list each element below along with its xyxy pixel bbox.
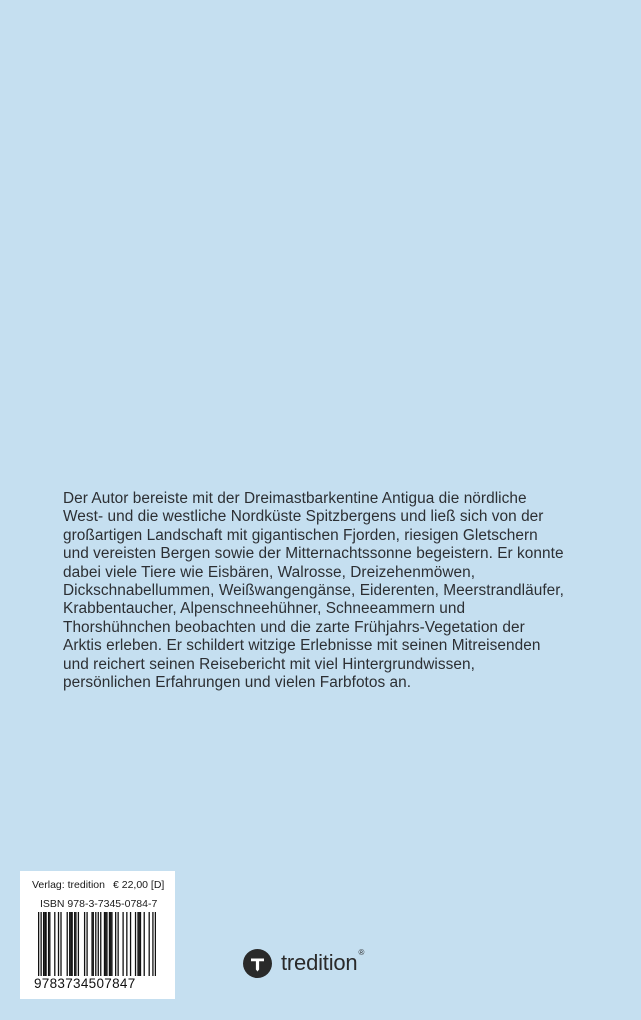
barcode-bar xyxy=(48,912,49,976)
barcode-bar xyxy=(104,912,105,976)
barcode-number: 9783734507847 xyxy=(34,976,136,991)
barcode-bar xyxy=(54,912,55,976)
barcode-bar xyxy=(45,912,46,976)
blurb-line: Thorshühnchen beobachten und die zarte Frühjahrs-Vegetation der xyxy=(63,618,525,636)
blurb-line: großartigen Landschaft mit gigantischen Fjorden, riesigen Gletschern xyxy=(63,526,538,544)
tredition-logo xyxy=(243,947,364,979)
barcode-bar xyxy=(44,912,45,976)
barcode-label xyxy=(20,871,175,999)
barcode-bar xyxy=(105,912,106,976)
barcode-bar xyxy=(84,912,85,976)
barcode-bar xyxy=(122,912,123,976)
barcode-bar xyxy=(100,912,101,976)
registered-mark: ® xyxy=(358,948,365,957)
barcode-bar xyxy=(38,912,39,976)
blurb-line: West- und die westliche Nordküste Spitzbergens und ließ sich von der xyxy=(63,508,544,526)
blurb-line: dabei viele Tiere wie Eisbären, Walrosse, Dreizehenmöwen, xyxy=(63,563,476,581)
barcode-bar xyxy=(139,912,140,976)
barcode-bar xyxy=(149,912,150,976)
barcode-bar xyxy=(69,912,70,976)
barcode-bar xyxy=(135,912,136,976)
barcode-bars xyxy=(38,912,156,976)
back-cover-blurb xyxy=(63,490,583,692)
barcode-bar xyxy=(74,912,75,976)
barcode-bar xyxy=(93,912,94,976)
price-text: € 22,00 [D] xyxy=(112,879,165,891)
barcode-bar xyxy=(152,912,153,976)
barcode-bar xyxy=(60,912,61,976)
barcode-bar xyxy=(137,912,138,976)
isbn-text: ISBN 978-3-7345-0784-7 xyxy=(40,898,158,910)
barcode-bar xyxy=(126,912,127,976)
blurb-line: und reichert seinen Reisebericht mit viel Hintergrundwissen, xyxy=(63,655,475,673)
blurb-line: Krabbentaucher, Alpenschneehühner, Schneeammern und xyxy=(63,600,466,618)
blurb-line: persönlichen Erfahrungen und vielen Farbfotos an. xyxy=(63,674,412,692)
barcode-bar xyxy=(49,912,50,976)
barcode-bar xyxy=(72,912,73,976)
publisher-text: Verlag: tredition xyxy=(32,879,105,891)
tredition-logo-icon xyxy=(243,949,272,978)
blurb-line: Der Autor bereiste mit der Dreimastbarkentine Antigua die nördliche xyxy=(63,490,527,507)
barcode-bar xyxy=(75,912,76,976)
barcode-bar xyxy=(155,912,156,976)
barcode-bar xyxy=(86,912,87,976)
barcode-bar xyxy=(115,912,116,976)
barcode-bar xyxy=(78,912,79,976)
barcode-bar xyxy=(109,912,110,976)
barcode-bar xyxy=(40,912,41,976)
blurb-line: Arktis erleben. Er schildert witzige Erlebnisse mit seinen Mitreisenden xyxy=(63,637,541,655)
barcode-bar xyxy=(130,912,131,976)
barcode-bar xyxy=(70,912,71,976)
barcode-bar xyxy=(111,912,112,976)
wordmark-text: tredition xyxy=(281,950,358,975)
barcode-bar xyxy=(117,912,118,976)
tredition-wordmark xyxy=(281,950,364,976)
barcode-bar xyxy=(106,912,107,976)
barcode-bar xyxy=(43,912,44,976)
barcode-bar xyxy=(98,912,99,976)
barcode-bar xyxy=(95,912,96,976)
barcode-bar xyxy=(91,912,92,976)
publisher-price-row xyxy=(32,879,164,891)
barcode-bar xyxy=(140,912,141,976)
blurb-line: und vereisten Bergen sowie der Mitternachtssonne begeistern. Er konnte xyxy=(63,545,564,563)
barcode-bar xyxy=(110,912,111,976)
blurb-line: Dickschnabellummen, Weißwangengänse, Eiderenten, Meerstrandläufer, xyxy=(63,582,564,600)
barcode-bar xyxy=(67,912,68,976)
barcode-bar xyxy=(58,912,59,976)
barcode-bar xyxy=(144,912,145,976)
